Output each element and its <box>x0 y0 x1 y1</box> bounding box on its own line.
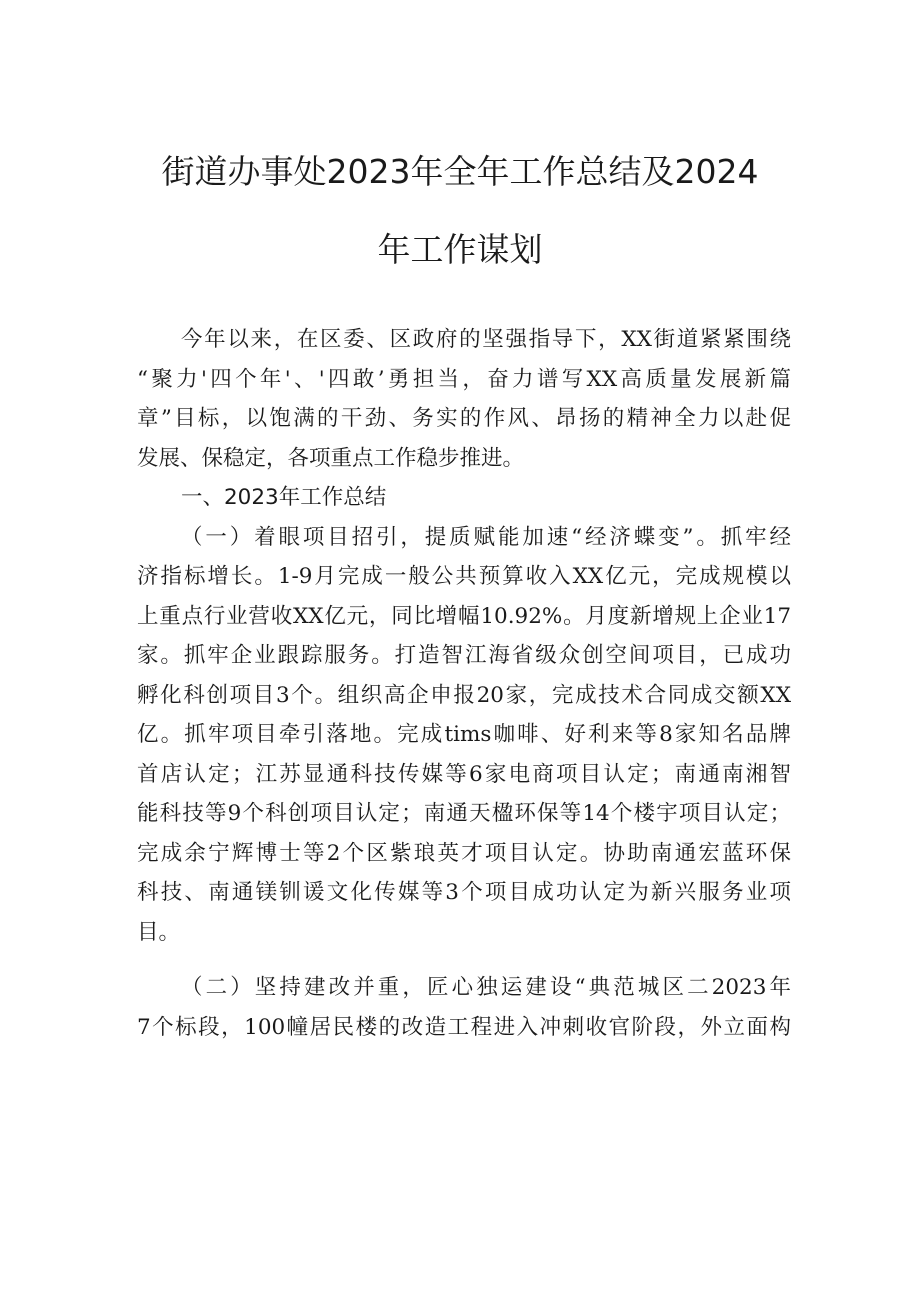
section-heading: 一、2023年工作总结 <box>181 485 387 510</box>
text-line: 7个标段，100幢居民楼的改造工程进入冲刺收官阶段，外立面构 <box>137 1014 791 1040</box>
text-line: 上重点行业营收XX亿元，同比增幅10.92%。月度新增规上企业17 <box>137 603 791 629</box>
text-line: 完成余宁辉博士等2个区紫琅英才项目认定。协助南通宏蓝环保 <box>137 840 791 866</box>
text-line: “聚力'四个年'、'四敢’勇担当，奋力谱写XX高质量发展新篇 <box>137 366 791 392</box>
text-line: 科技、南通镁钏谖文化传媒等3个项目成功认定为新兴服务业项 <box>137 880 791 905</box>
intro-paragraph <box>137 320 791 478</box>
text-line: （二）坚持建改并重，匠心独运建设“典范城区二2023年 <box>181 975 791 1000</box>
text-line: （一）着眼项目招引，提质赋能加速“经济蝶变”。抓牢经 <box>181 524 791 550</box>
document-body <box>137 320 791 1047</box>
paragraph-gap <box>137 952 791 968</box>
text-line: 亿。抓牢项目牵引落地。完成tims咖啡、好利来等8家知名品牌 <box>137 722 791 747</box>
text-line: 章”目标，以饱满的干劲、务实的作风、昂扬的精神全力以赴促 <box>137 406 791 431</box>
document-title-line2: 年工作谋划 <box>377 230 543 269</box>
paragraph-part1 <box>137 518 791 953</box>
text-line: 首店认定；江苏显通科技传媒等6家电商项目认定；南通南湘智 <box>137 761 791 787</box>
text-line: 能科技等9个科创项目认定；南通天楹环保等14个楼宇项目认定； <box>137 801 791 826</box>
paragraph-part2 <box>137 968 791 1047</box>
text-line: 家。抓牢企业跟踪服务。打造智江海省级众创空间项目，已成功 <box>137 643 791 668</box>
text-line: 今年以来，在区委、区政府的坚强指导下，XX街道紧紧围绕 <box>181 327 791 352</box>
text-line: 目。 <box>137 919 181 945</box>
document-title-line1: 街道办事处2023年全年工作总结及2024 <box>161 152 759 191</box>
text-line: 济指标增长。1-9月完成一般公共预算收入XX亿元，完成规模以 <box>137 564 791 589</box>
text-line: 孵化科创项目3个。组织高企申报20家，完成技术合同成交额XX <box>137 682 791 708</box>
text-line: 发展、保稳定，各项重点工作稳步推进。 <box>137 445 525 471</box>
